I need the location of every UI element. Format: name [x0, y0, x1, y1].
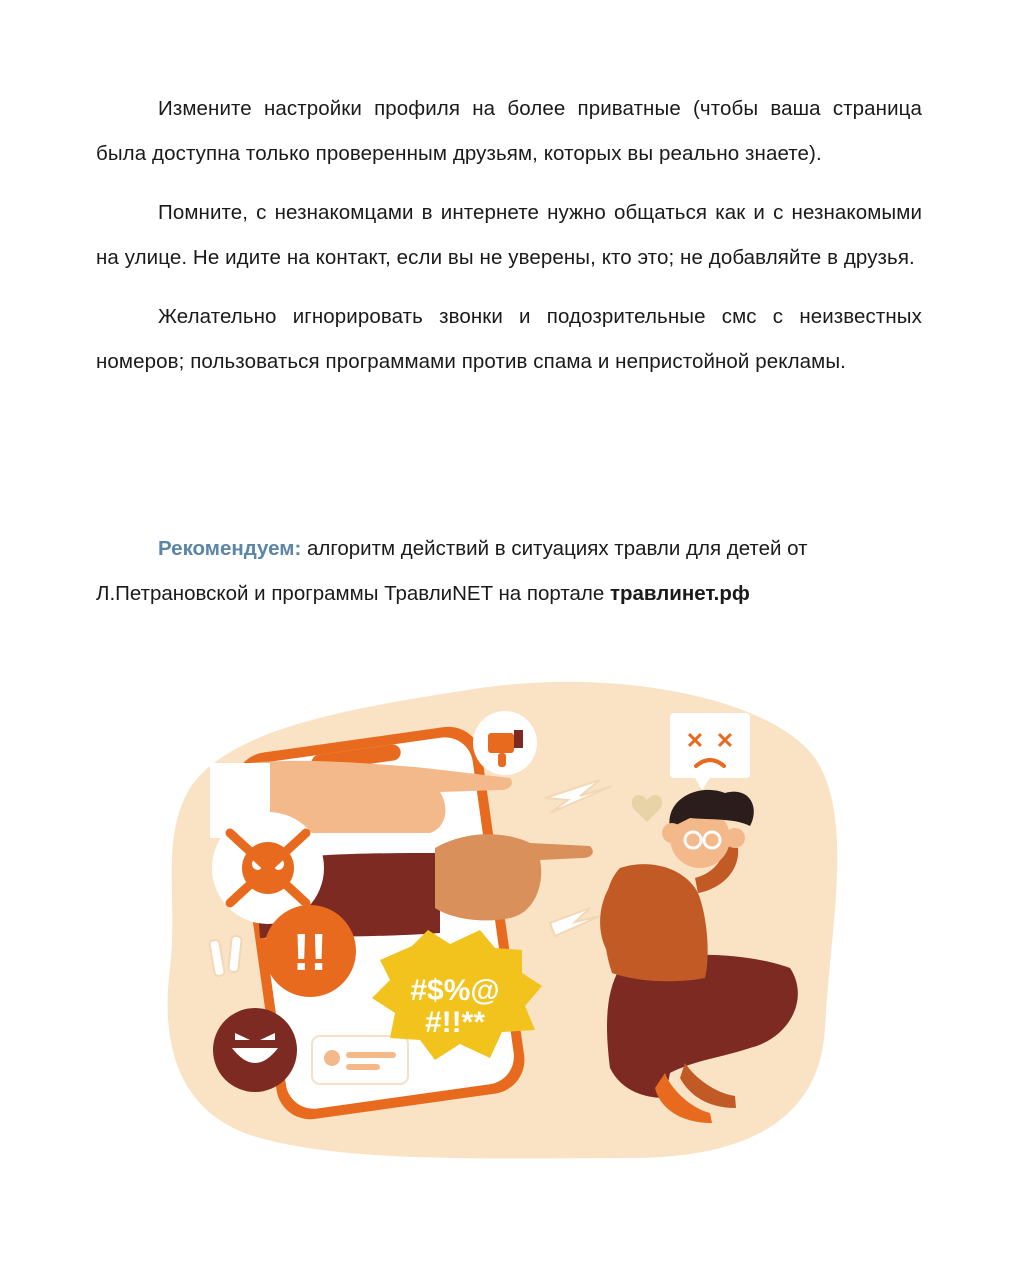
recommendation-paragraph: [96, 526, 922, 616]
paragraph-strangers: Помните, с незнакомцами в интернете нужно общаться как и с незнакомыми на улице. Не идите на контакт, если вы не уверены, кто это; не добавляйте в друзья.: [96, 201, 922, 269]
swear-text-line1: #$%@: [410, 974, 500, 1007]
thumbs-down-icon: [473, 711, 537, 775]
recommendation-text: алгоритм действий в ситуациях травли для детей от Л.Петрановской и программы ТравлиNET на портале: [96, 537, 808, 605]
cyberbullying-illustration: [150, 668, 840, 1168]
exclamation-text: !!: [292, 924, 328, 982]
svg-text:✕: ✕: [715, 728, 735, 753]
svg-text:✕: ✕: [685, 728, 705, 753]
paragraph-spam: Желательно игнорировать звонки и подозрительные смс с неизвестных номеров; пользоваться программами против спама и непристойной рекламы.: [96, 305, 922, 373]
paragraph-privacy: Измените настройки профиля на более приватные (чтобы ваша страница была доступна только проверенным друзьям, которых вы реально знаете).: [96, 97, 922, 165]
site-link[interactable]: травлинет.рф: [609, 582, 750, 605]
exclamation-icon: [264, 905, 356, 997]
body-text: [96, 86, 922, 398]
evil-face-icon: [213, 1008, 297, 1092]
recommendation-label: Рекомендуем:: [158, 537, 302, 560]
message-card-icon: [312, 1036, 408, 1084]
swear-text-line2: #!!**: [424, 1006, 486, 1039]
